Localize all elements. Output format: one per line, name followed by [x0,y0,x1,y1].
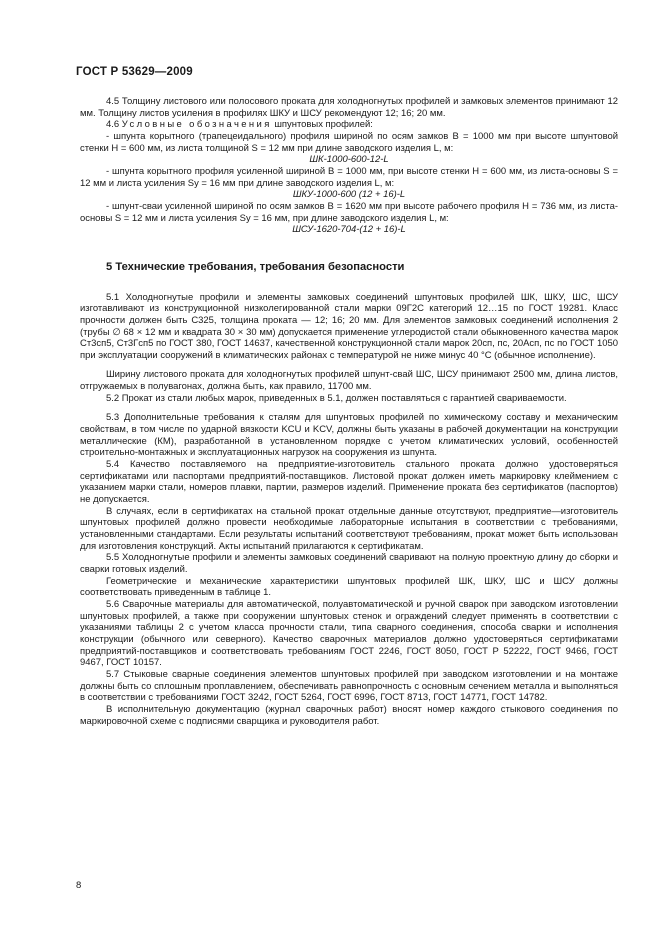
page-header: ГОСТ Р 53629—2009 [76,66,193,78]
paragraph-4-6-number: 4.6 [106,119,122,131]
paragraph-5-6: 5.6 Сварочные материалы для автоматической, полуавтоматической и ручной сварок при заводском изготовлении шпунтовых профилей, а также при сооружении шпунтовых стенок и ограждений следует применять в соответствии с указаниями таблицы 2 с учетом класса прочности стали, типа сварного соединения, способа сварки и исполнения конструкции (обычного или северного). Качество сварочных материалов должно удостоверяться сертификатами предприятий-поставщиков и соответствовать требованиям ГОСТ 2246, ГОСТ 8050, ГОСТ Р 52222, ГОСТ 9466, ГОСТ 9467, ГОСТ 10157. [80,598,618,669]
designation-item-3: - шпунт-сваи усиленной шириной по осям замков B = 1620 мм при высоте рабочего профиля H = 736 мм, из листа-основы S = 12 мм и листа усиления Sу = 16 мм, при длине заводского изделия L, м: [80,200,618,224]
designation-item-1: - шпунта корытного (трапецеидального) профиля шириной по осям замков B = 1000 мм при высоте шпунтовой стенки H = 600 мм, из листа толщиной S = 12 мм при длине заводского изделия L, м: [80,130,618,154]
paragraph-5-2: 5.2 Прокат из стали любых марок, приведенных в 5.1, должен поставляться с гарантией свариваемости. [106,392,567,404]
paragraph-5-7: 5.7 Стыковые сварные соединения элементов шпунтовых профилей при заводском изготовлении и на монтаже должны быть со сплошным проплавлением, обеспечивать равнопрочность с основным сечением металла и выполняться в соответствии с требованиями ГОСТ 3242, ГОСТ 5264, ГОСТ 6996, ГОСТ 8713, ГОСТ 14771, ГОСТ 14782. [80,668,618,704]
paragraph-5-3: 5.3 Дополнительные требования к сталям для шпунтовых профилей по химическому составу и механическим свойствам, в том числе по ударной вязкости KCU и KCV, должны быть указаны в рабочей документации на конструкции металлические (КМ), разработанной в установленном порядке с учетом климатических условий, особенностей строительно-монтажных и эксплуатационных нагрузок на сооружения из шпунта. [80,412,618,459]
paragraph-5-5: 5.5 Холодногнутые профили и элементы замковых соединений сваривают на полную проектную длину до сборки и сварки готовых изделий. [80,552,618,575]
paragraph-5-1: 5.1 Холодногнутые профили и элементы замковых соединений шпунтовых профилей ШК, ШКУ, ШС, ШСУ изготавливают из конструкционной низколегированной стали марки 09Г2С категорий 12…15 по ГОСТ 19281. Класс прочности должен быть С325, толщина проката — 12; 16; 20 мм. Для элементов замковых соединений исполнения 2 (трубы ∅ 68 × 12 мм и квадрата 30 × 30 мм) допускается применение углеродистой стали обыкновенного качества марок Ст3сп5, Ст3Гсп5 по ГОСТ 380, ГОСТ 14637, качественной конструкционной стали марок 20сп, пс, 20Асп, пс по ГОСТ 1050 при эксплуатации сооружений в климатических районах с температурой не ниже минус 40 °С (обычное исполнение). [80,291,618,361]
paragraph-5-1-width: Ширину листового проката для холодногнутых профилей шпунт-свай ШС, ШСУ принимают 2500 мм, длина листов, отгружаемых в полувагонах, должна быть, как правило, 11700 мм. [80,369,618,393]
paragraph-5-4-cases: В случаях, если в сертификатах на стальной прокат отдельные данные отсутствуют, предприятие—изготовитель шпунтовых профилей должно провести необходимые лабораторные испытания в соответствии с требованиями, установленными стандартами. Если результаты испытаний соответствуют требованиям, прокат может быть использован для изготовления конструкций. Акты испытаний прилагаются к сертификатам. [80,505,618,552]
designation-formula-3: ШСУ-1620-704-(12 + 16)-L [292,224,406,236]
designation-formula-1: ШК-1000-600-12-L [309,154,389,166]
paragraph-5-7-docs: В исполнительную документацию (журнал сварочных работ) вносят номер каждого стыкового соединения по маркировочной схеме с подписями сварщика и руководителя работ. [80,703,618,727]
paragraph-4-6 [80,119,618,131]
section-5-title: 5 Технические требования, требования безопасности [106,260,405,273]
paragraph-4-5: 4.5 Толщину листового или полосового проката для холодногнутых профилей и замковых элементов принимают 12 мм. Толщину листов усиления в профилях ШКУ и ШСУ рекомендуют 12; 16; 20 мм. [80,96,618,119]
paragraph-5-4: 5.4 Качество поставляемого на предприятие-изготовитель стального проката должно удостоверяться сертификатами или паспортами предприятий-поставщиков. Листовой прокат должен иметь маркировку клеймением с указанием марки стали, номеров плавки, партии, размеров изделий. Применение проката без сертификатов (паспортов) не допускается. [80,459,618,506]
designation-item-2: - шпунта корытного профиля усиленной шириной B = 1000 мм, при высоте стенки H = 600 мм, из листа-основы S = 12 мм и листа усиления Sу = 16 мм при длине заводского изделия L, м: [80,165,618,189]
document-body [80,96,618,727]
paragraph-4-6-rest: шпунтовых профилей: [271,119,373,131]
paragraph-5-5-geometry: Геометрические и механические характеристики шпунтовых профилей ШК, ШКУ, ШС и ШСУ должны соответствовать приведенным в таблице 1. [80,575,618,599]
page-number: 8 [76,880,82,891]
paragraph-4-6-term: Условные обозначения [121,119,272,131]
designation-formula-2: ШКУ-1000-600 (12 + 16)-L [292,189,406,201]
